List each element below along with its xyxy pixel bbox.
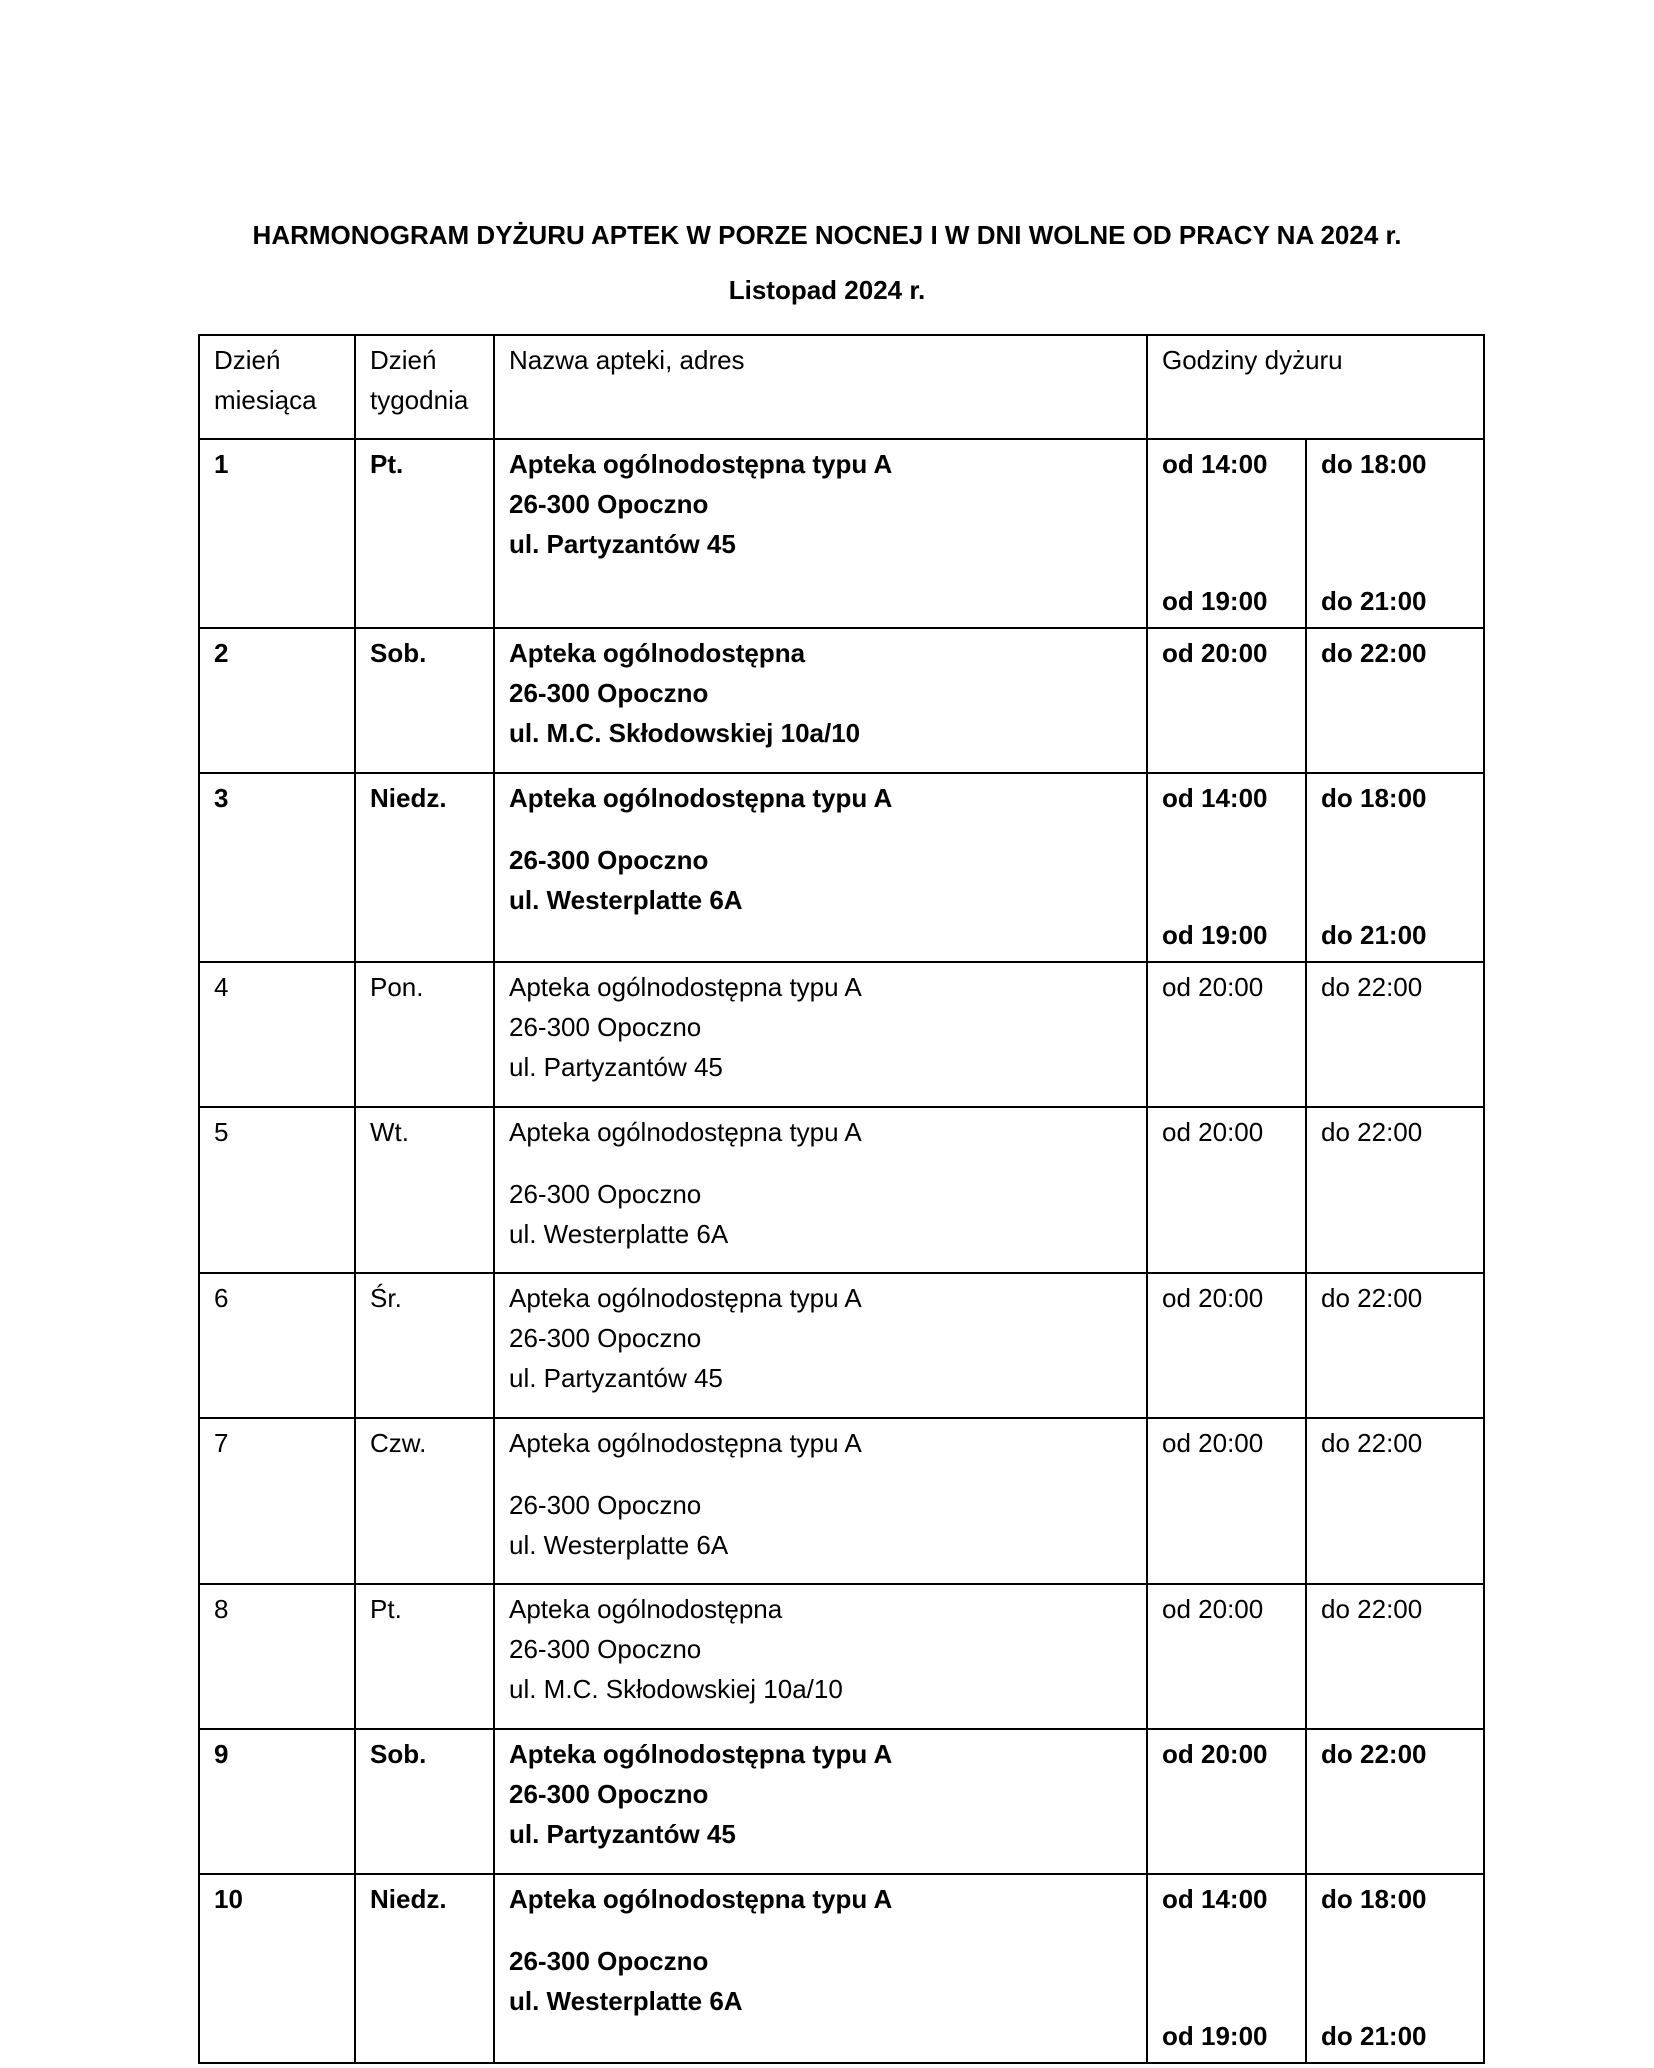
pharmacy-cell — [494, 962, 1147, 1107]
pharmacy-city: 26-300 Opoczno — [509, 678, 709, 708]
pharmacy-street: ul. Partyzantów 45 — [509, 529, 736, 559]
pharmacy-cell — [494, 1584, 1147, 1729]
day-of-week: Niedz. — [355, 1874, 494, 2063]
table-row — [199, 1729, 1484, 1874]
pharmacy-city: 26-300 Opoczno — [509, 845, 709, 875]
pharmacy-cell — [494, 1729, 1147, 1874]
pharmacy-cell — [494, 1874, 1147, 2063]
hours-from: od 20:00 — [1147, 1729, 1306, 1874]
pharmacy-street: ul. M.C. Skłodowskiej 10a/10 — [509, 1674, 843, 1704]
hours-to: do 22:00 — [1306, 1584, 1484, 1729]
pharmacy-street: ul. Partyzantów 45 — [509, 1363, 723, 1393]
pharmacy-cell — [494, 439, 1147, 628]
pharmacy-name: Apteka ogólnodostępna typu A — [509, 1884, 893, 1914]
day-of-week: Śr. — [355, 1273, 494, 1418]
hours-to: do 18:00 do 21:00 — [1306, 773, 1484, 962]
day-of-month: 5 — [199, 1107, 355, 1273]
pharmacy-street: ul. Partyzantów 45 — [509, 1052, 723, 1082]
day-of-week: Czw. — [355, 1418, 494, 1584]
pharmacy-street: ul. M.C. Skłodowskiej 10a/10 — [509, 718, 861, 748]
pharmacy-name: Apteka ogólnodostępna — [509, 638, 806, 668]
day-of-month: 6 — [199, 1273, 355, 1418]
hours-to: do 22:00 — [1306, 1273, 1484, 1418]
header-day-week: Dzień tygodnia — [355, 335, 494, 439]
pharmacy-name: Apteka ogólnodostępna — [509, 1594, 783, 1624]
pharmacy-name: Apteka ogólnodostępna typu A — [509, 1117, 862, 1147]
table-row — [199, 1874, 1484, 2063]
hours-from: od 14:00 od 19:00 — [1147, 773, 1306, 962]
day-of-month: 1 — [199, 439, 355, 628]
table-row — [199, 1418, 1484, 1584]
hours-to: do 22:00 — [1306, 1418, 1484, 1584]
hours-from: od 20:00 — [1147, 628, 1306, 773]
hours-from: od 20:00 — [1147, 1107, 1306, 1273]
pharmacy-city: 26-300 Opoczno — [509, 1323, 702, 1353]
day-of-month: 2 — [199, 628, 355, 773]
pharmacy-cell — [494, 773, 1147, 962]
pharmacy-city: 26-300 Opoczno — [509, 1179, 702, 1209]
table-row — [199, 628, 1484, 773]
day-of-month: 4 — [199, 962, 355, 1107]
hours-from: od 14:00 od 19:00 — [1147, 1874, 1306, 2063]
pharmacy-name: Apteka ogólnodostępna typu A — [509, 972, 862, 1002]
pharmacy-city: 26-300 Opoczno — [509, 1946, 709, 1976]
hours-from: od 20:00 — [1147, 962, 1306, 1107]
day-of-week: Wt. — [355, 1107, 494, 1273]
pharmacy-street: ul. Westerplatte 6A — [509, 1530, 729, 1560]
day-of-month: 8 — [199, 1584, 355, 1729]
pharmacy-city: 26-300 Opoczno — [509, 1779, 709, 1809]
page-subtitle: Listopad 2024 r. — [728, 275, 926, 305]
hours-from: od 20:00 — [1147, 1584, 1306, 1729]
header-pharmacy: Nazwa apteki, adres — [494, 335, 1147, 439]
table-header-row — [199, 335, 1484, 439]
pharmacy-street: ul. Westerplatte 6A — [509, 1986, 743, 2016]
day-of-week: Sob. — [355, 628, 494, 773]
table-row — [199, 1584, 1484, 1729]
pharmacy-name: Apteka ogólnodostępna typu A — [509, 1428, 862, 1458]
day-of-month: 7 — [199, 1418, 355, 1584]
pharmacy-name: Apteka ogólnodostępna typu A — [509, 1739, 893, 1769]
page-title: HARMONOGRAM DYŻURU APTEK W PORZE NOCNEJ I W DNI WOLNE OD PRACY NA 2024 r. — [252, 220, 1402, 250]
pharmacy-street: ul. Westerplatte 6A — [509, 885, 743, 915]
pharmacy-city: 26-300 Opoczno — [509, 1012, 702, 1042]
pharmacy-cell — [494, 1107, 1147, 1273]
pharmacy-name: Apteka ogólnodostępna typu A — [509, 783, 893, 813]
day-of-week: Pt. — [355, 1584, 494, 1729]
day-of-week: Sob. — [355, 1729, 494, 1874]
day-of-week: Pt. — [355, 439, 494, 628]
table-row — [199, 1107, 1484, 1273]
pharmacy-street: ul. Partyzantów 45 — [509, 1819, 736, 1849]
pharmacy-cell — [494, 1418, 1147, 1584]
pharmacy-name: Apteka ogólnodostępna typu A — [509, 449, 893, 479]
hours-from: od 20:00 — [1147, 1273, 1306, 1418]
pharmacy-cell — [494, 1273, 1147, 1418]
hours-to: do 22:00 — [1306, 1729, 1484, 1874]
day-of-month: 10 — [199, 1874, 355, 2063]
hours-to: do 22:00 — [1306, 1107, 1484, 1273]
pharmacy-city: 26-300 Opoczno — [509, 1634, 702, 1664]
pharmacy-city: 26-300 Opoczno — [509, 489, 709, 519]
pharmacy-name: Apteka ogólnodostępna typu A — [509, 1283, 862, 1313]
day-of-week: Niedz. — [355, 773, 494, 962]
day-of-week: Pon. — [355, 962, 494, 1107]
duty-schedule-table — [198, 334, 1485, 2064]
pharmacy-city: 26-300 Opoczno — [509, 1490, 702, 1520]
day-of-month: 9 — [199, 1729, 355, 1874]
pharmacy-street: ul. Westerplatte 6A — [509, 1219, 729, 1249]
table-row — [199, 773, 1484, 962]
day-of-month: 3 — [199, 773, 355, 962]
hours-to: do 22:00 — [1306, 628, 1484, 773]
hours-to: do 18:00 do 21:00 — [1306, 1874, 1484, 2063]
table-row — [199, 962, 1484, 1107]
hours-from: od 20:00 — [1147, 1418, 1306, 1584]
pharmacy-cell — [494, 628, 1147, 773]
hours-from: od 14:00 od 19:00 — [1147, 439, 1306, 628]
table-row — [199, 439, 1484, 628]
hours-to: do 22:00 — [1306, 962, 1484, 1107]
header-day-month: Dzień miesiąca — [199, 335, 355, 439]
header-hours: Godziny dyżuru — [1147, 335, 1484, 439]
table-row — [199, 1273, 1484, 1418]
hours-to: do 18:00 do 21:00 — [1306, 439, 1484, 628]
